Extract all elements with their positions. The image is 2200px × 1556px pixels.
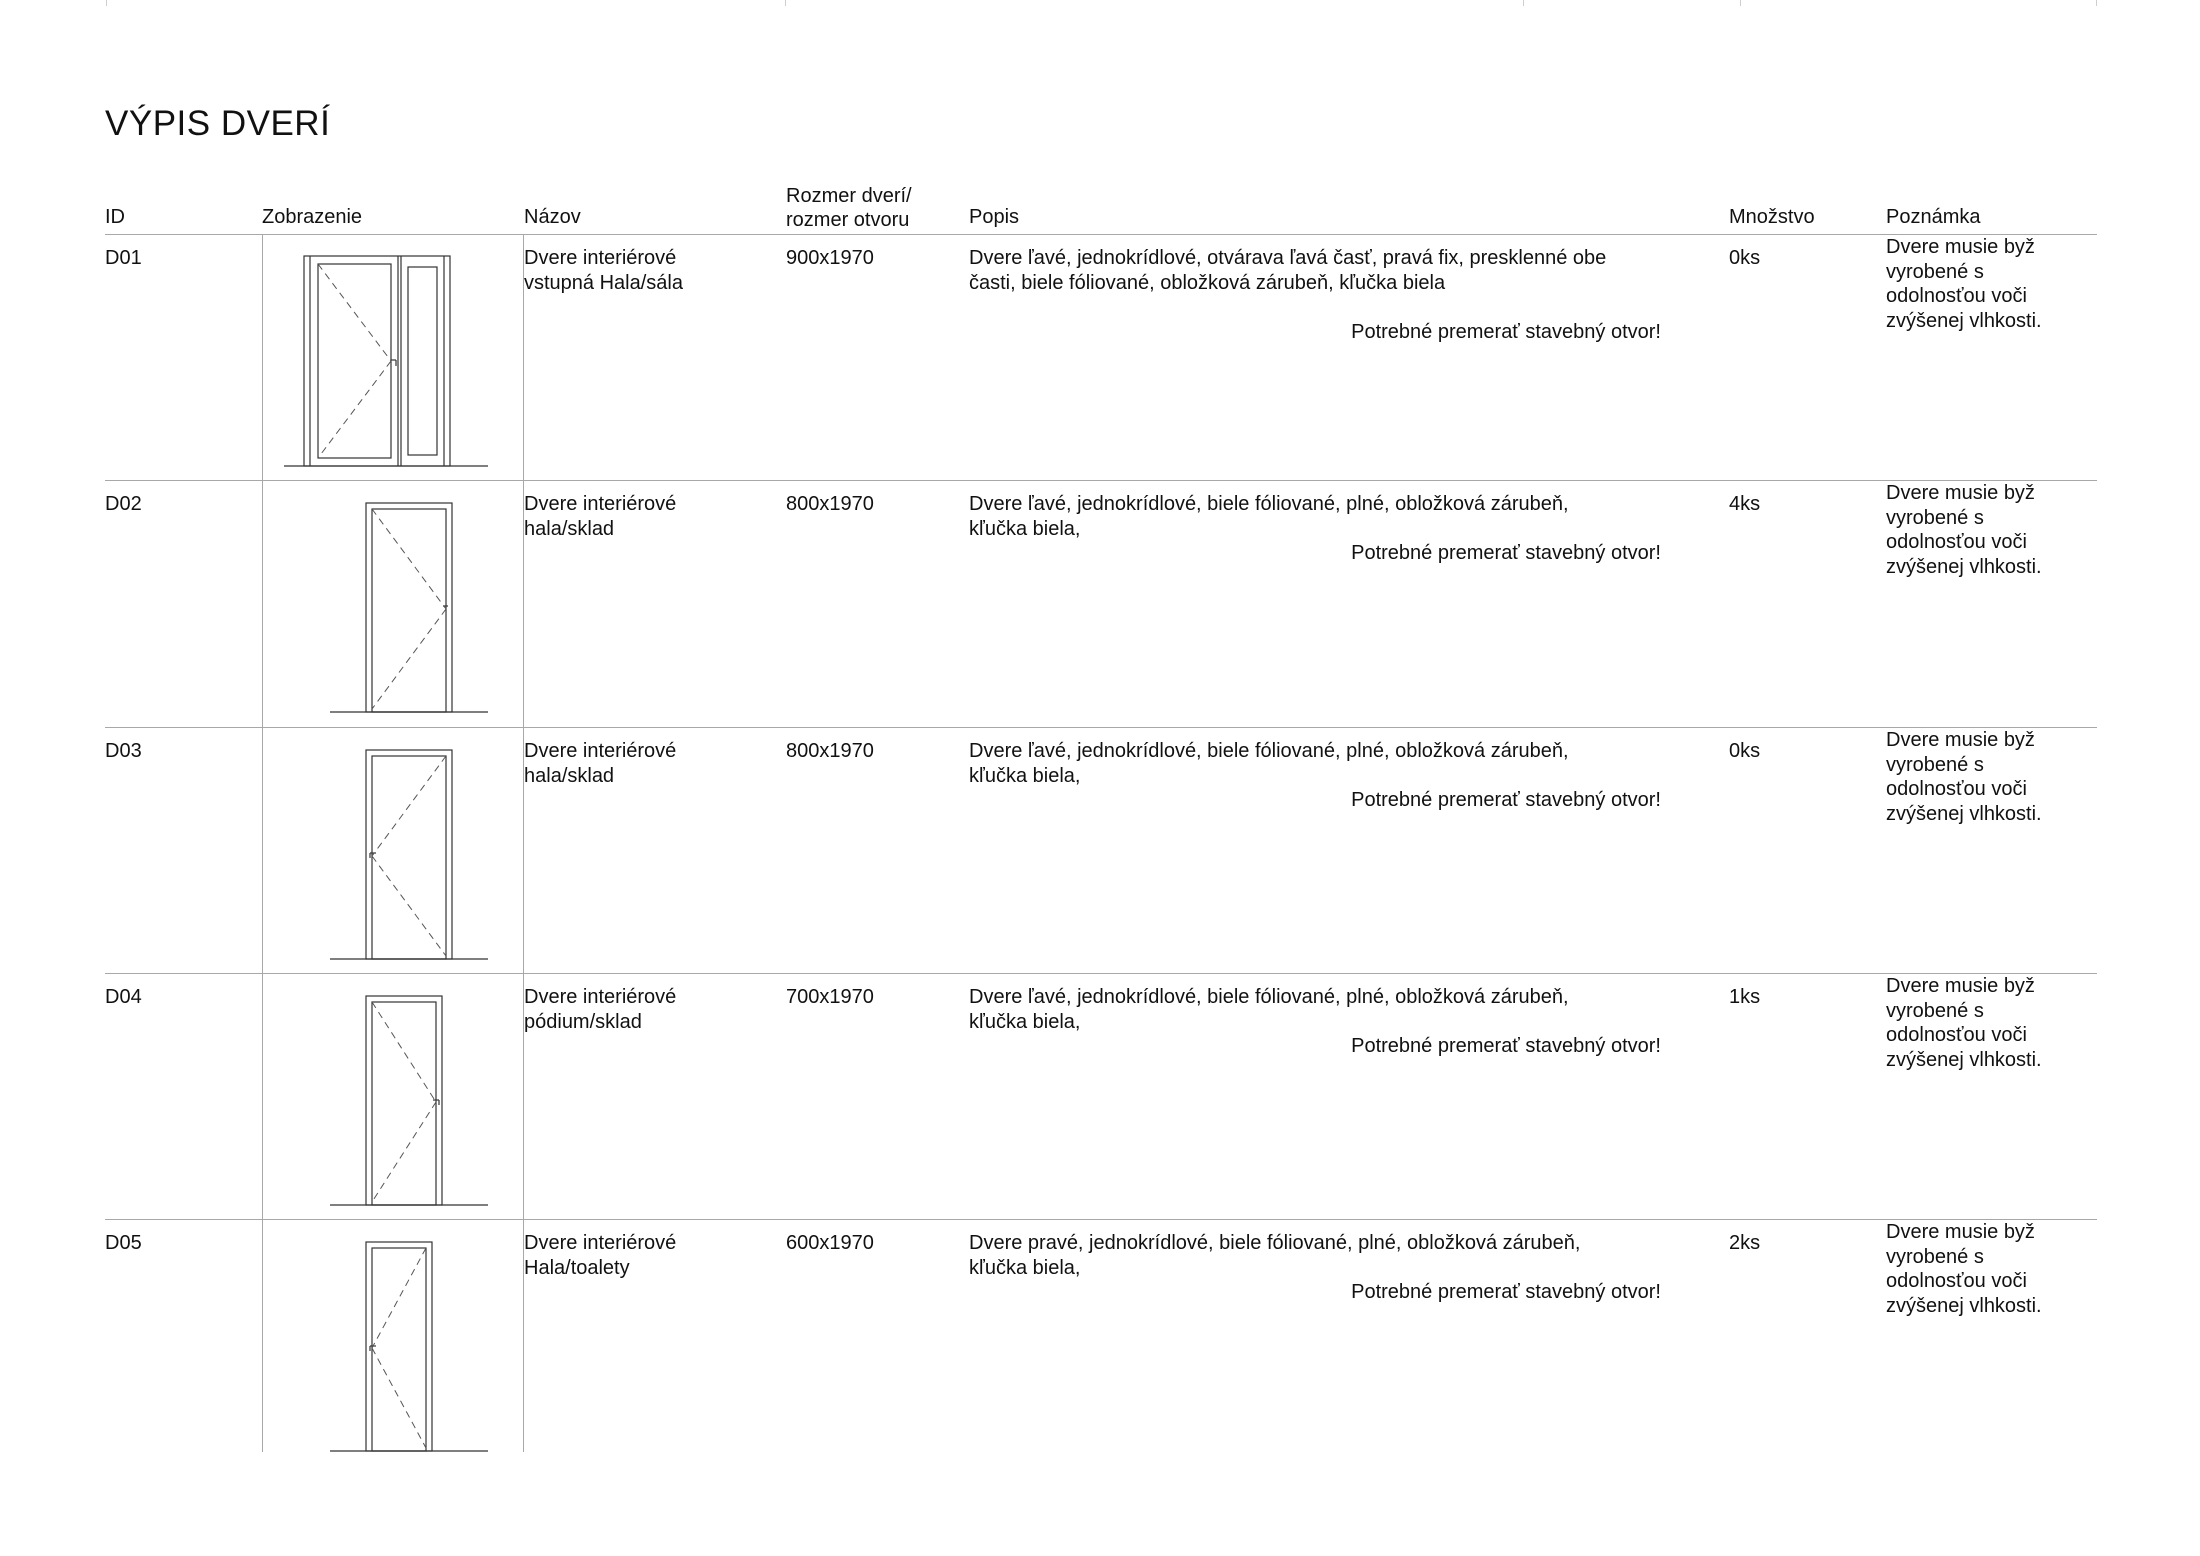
door-single-handle-right-icon xyxy=(262,480,524,727)
row-quantity: 0ks xyxy=(1729,740,1761,762)
header-name: Názov xyxy=(524,206,581,228)
row-note xyxy=(1886,728,2042,826)
row-name xyxy=(524,1231,676,1280)
row-description-line2: časti, biele fóliované, obložková zárubeň, kľučka biela xyxy=(969,271,1446,294)
row-size: 800x1970 xyxy=(786,740,874,762)
header-size xyxy=(786,184,912,232)
row-name-line2: vstupná Hala/sála xyxy=(524,271,683,294)
row-id: D01 xyxy=(105,247,142,269)
row-note-line2: vyrobené s xyxy=(1886,753,1984,776)
row-description-line2: kľučka biela, xyxy=(969,1256,1081,1279)
door-single-handle-left-icon xyxy=(262,1219,524,1455)
row-name-line2: pódium/sklad xyxy=(524,1010,642,1033)
row-description-line1: Dvere ľavé, jednokrídlové, biele fóliované, plné, obložková zárubeň, xyxy=(969,493,1569,515)
row-description-line1: Dvere pravé, jednokrídlové, biele fóliované, plné, obložková zárubeň, xyxy=(969,1232,1581,1254)
crop-tick xyxy=(1523,0,1524,6)
door-single-handle-left-icon xyxy=(262,727,524,973)
row-description xyxy=(969,985,1569,1034)
row-warning: Potrebné premerať stavebný otvor! xyxy=(1351,321,1661,343)
row-note-line4: zvýšenej vlhkosti. xyxy=(1886,1048,2042,1071)
crop-tick xyxy=(2096,0,2097,6)
row-note-line4: zvýšenej vlhkosti. xyxy=(1886,1294,2042,1317)
door-single-handle-right-icon xyxy=(262,973,524,1219)
row-name xyxy=(524,739,676,788)
row-note-line1: Dvere musie byž xyxy=(1886,1221,2035,1243)
header-note: Poznámka xyxy=(1886,206,1981,228)
row-description xyxy=(969,739,1569,788)
row-quantity: 0ks xyxy=(1729,247,1761,269)
header-description: Popis xyxy=(969,206,1020,228)
row-note xyxy=(1886,974,2042,1072)
crop-tick xyxy=(106,0,107,6)
row-note-line2: vyrobené s xyxy=(1886,506,1984,529)
row-size: 700x1970 xyxy=(786,986,874,1008)
row-note-line4: zvýšenej vlhkosti. xyxy=(1886,555,2042,578)
row-description xyxy=(969,246,1606,295)
row-description-line2: kľučka biela, xyxy=(969,517,1081,540)
row-name-line1: Dvere interiérové xyxy=(524,1232,677,1254)
page-title: VÝPIS DVERÍ xyxy=(105,104,331,143)
row-quantity: 4ks xyxy=(1729,493,1761,515)
row-id: D05 xyxy=(105,1232,142,1254)
row-warning: Potrebné premerať stavebný otvor! xyxy=(1351,1281,1661,1303)
row-id: D03 xyxy=(105,740,142,762)
header-quantity: Množstvo xyxy=(1729,206,1815,228)
row-name-line1: Dvere interiérové xyxy=(524,740,677,762)
row-description-line2: kľučka biela, xyxy=(969,1010,1081,1033)
row-name-line1: Dvere interiérové xyxy=(524,986,677,1008)
row-note-line3: odolnosťou voči xyxy=(1886,531,2027,553)
row-note xyxy=(1886,235,2042,333)
header-image: Zobrazenie xyxy=(262,206,363,228)
row-description-line2: kľučka biela, xyxy=(969,764,1081,787)
row-note-line1: Dvere musie byž xyxy=(1886,729,2035,751)
row-name xyxy=(524,492,676,541)
header-size-line1: Rozmer dverí/ xyxy=(786,185,912,207)
row-description xyxy=(969,1231,1580,1280)
row-name xyxy=(524,985,676,1034)
door-double-with-fixed-glazed-panel-icon xyxy=(262,234,524,480)
row-size: 600x1970 xyxy=(786,1232,874,1254)
row-description-line1: Dvere ľavé, jednokrídlové, biele fóliované, plné, obložková zárubeň, xyxy=(969,740,1569,762)
row-id: D04 xyxy=(105,986,142,1008)
row-name-line1: Dvere interiérové xyxy=(524,247,677,269)
row-note-line3: odolnosťou voči xyxy=(1886,285,2027,307)
row-quantity: 2ks xyxy=(1729,1232,1761,1254)
row-description-line1: Dvere ľavé, jednokrídlové, biele fóliované, plné, obložková zárubeň, xyxy=(969,986,1569,1008)
row-description-line1: Dvere ľavé, jednokrídlové, otvárava ľavá časť, pravá fix, presklenné obe xyxy=(969,247,1607,269)
row-note-line4: zvýšenej vlhkosti. xyxy=(1886,802,2042,825)
row-description xyxy=(969,492,1569,541)
row-note xyxy=(1886,1220,2042,1318)
row-size: 800x1970 xyxy=(786,493,874,515)
row-note-line2: vyrobené s xyxy=(1886,1245,1984,1268)
row-note-line3: odolnosťou voči xyxy=(1886,778,2027,800)
row-note-line3: odolnosťou voči xyxy=(1886,1270,2027,1292)
row-note-line2: vyrobené s xyxy=(1886,999,1984,1022)
crop-tick xyxy=(785,0,786,6)
row-note-line2: vyrobené s xyxy=(1886,260,1984,283)
row-name-line2: Hala/toalety xyxy=(524,1256,630,1279)
crop-tick xyxy=(1740,0,1741,6)
header-size-line2: rozmer otvoru xyxy=(786,209,910,231)
row-size: 900x1970 xyxy=(786,247,874,269)
row-name-line1: Dvere interiérové xyxy=(524,493,677,515)
row-note-line3: odolnosťou voči xyxy=(1886,1024,2027,1046)
row-note-line4: zvýšenej vlhkosti. xyxy=(1886,309,2042,332)
row-quantity: 1ks xyxy=(1729,986,1761,1008)
row-note xyxy=(1886,481,2042,579)
row-name xyxy=(524,246,683,295)
row-warning: Potrebné premerať stavebný otvor! xyxy=(1351,789,1661,811)
row-warning: Potrebné premerať stavebný otvor! xyxy=(1351,542,1661,564)
row-id: D02 xyxy=(105,493,142,515)
row-note-line1: Dvere musie byž xyxy=(1886,975,2035,997)
row-warning: Potrebné premerať stavebný otvor! xyxy=(1351,1035,1661,1057)
row-note-line1: Dvere musie byž xyxy=(1886,236,2035,258)
row-note-line1: Dvere musie byž xyxy=(1886,482,2035,504)
row-name-line2: hala/sklad xyxy=(524,764,615,787)
header-id: ID xyxy=(105,206,125,228)
row-name-line2: hala/sklad xyxy=(524,517,615,540)
